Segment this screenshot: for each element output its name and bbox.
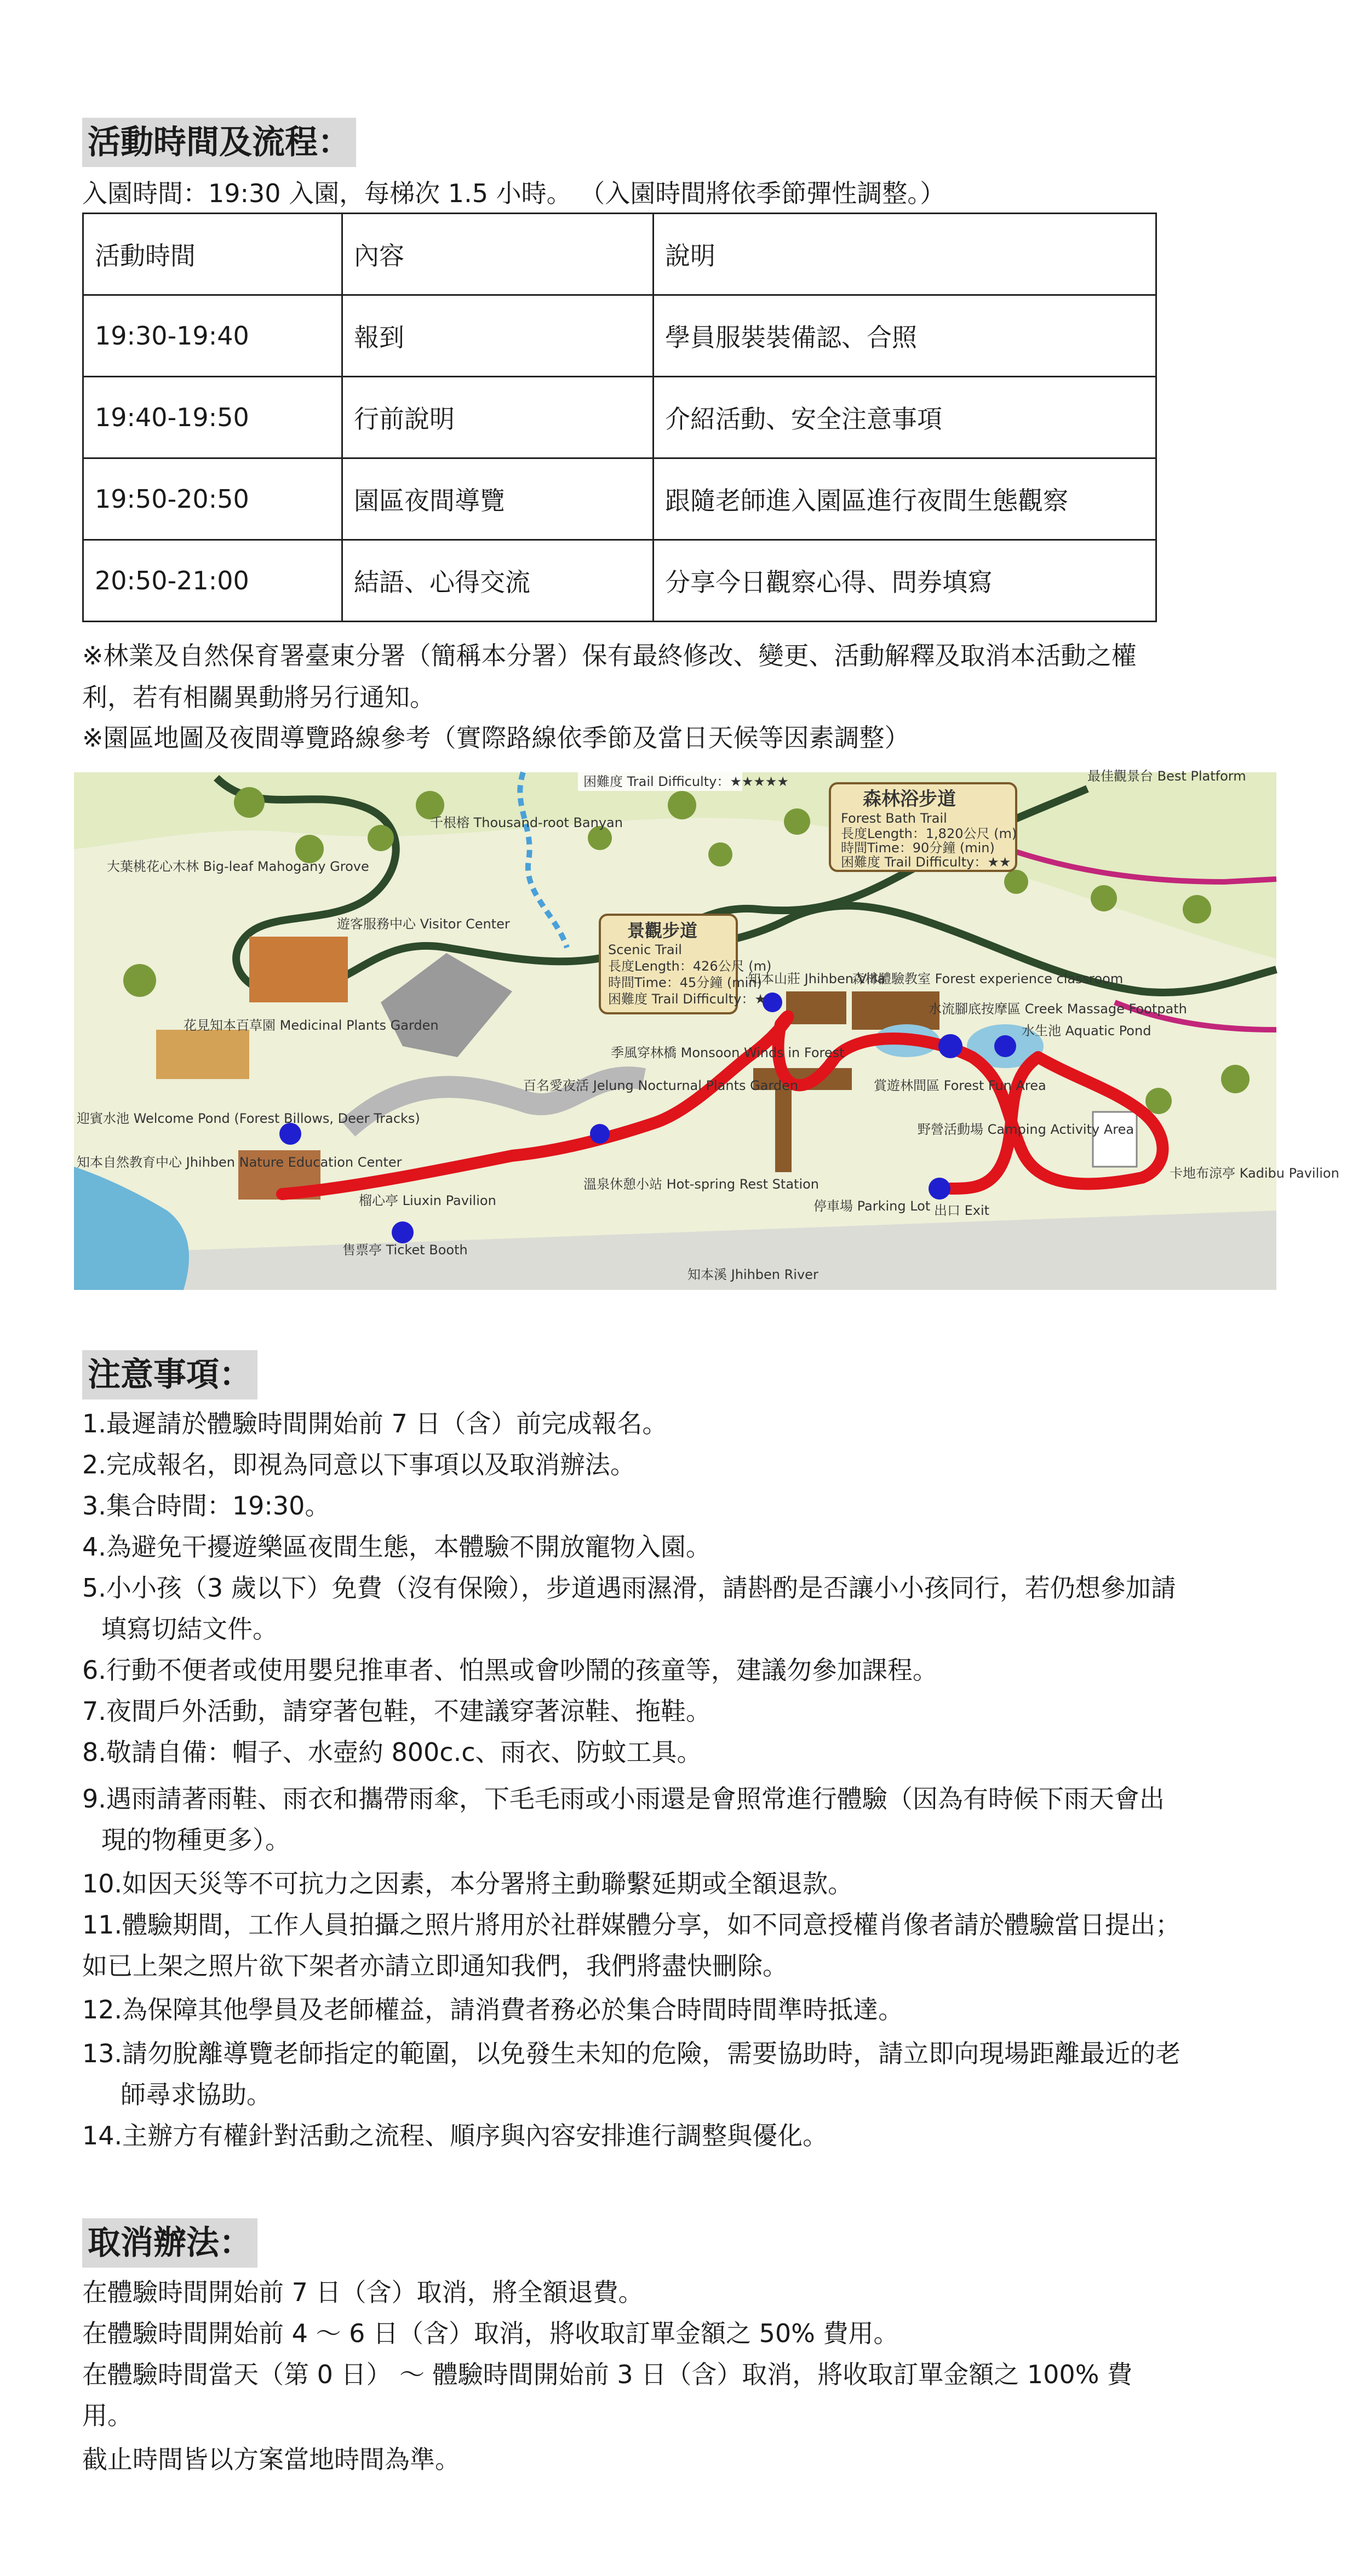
table-cell-description: 學員服裝裝備認、合照: [654, 295, 1156, 377]
map-label: 榴心亭 Liuxin Pavilion: [359, 1193, 496, 1208]
stop-marker: [392, 1221, 414, 1243]
map-label: 知本山莊 Jhihben Villa: [748, 971, 886, 986]
jhihben-villa: [786, 991, 846, 1024]
stop-marker: [929, 1178, 950, 1200]
map-label: 森林浴步道: [863, 788, 956, 810]
table-header-cell: 活動時間: [83, 214, 342, 295]
map-label: 最佳觀景台 Best Platform: [1087, 768, 1246, 784]
map-label: 知本溪 Jhihben River: [687, 1267, 818, 1282]
map-label: 困難度 Trail Difficulty：★: [608, 991, 766, 1007]
note-item: 5.小小孩（3 歲以下）免費（沒有保險），步道遇雨濕滑，請斟酌是否讓小小孩同行，若仍想參加請: [82, 1573, 1176, 1603]
map-label: 卡地布涼亭 Kadibu Pavilion: [1170, 1166, 1339, 1181]
note-item: 11.體驗期間，工作人員拍攝之照片將用於社群媒體分享，如不同意授權肖像者請於體驗當日提出；: [82, 1910, 1181, 1940]
note-item: 10.如因天災等不可抗力之因素，本分署將主動聯繫延期或全額退款。: [82, 1869, 853, 1898]
map-label: 大葉桃花心木林 Big-leaf Mahogany Grove: [107, 859, 369, 874]
table-header-cell: 說明: [654, 214, 1156, 295]
note-item: 8.敬請自備：帽子、水壺約 800c.c、雨衣、防蚊工具。: [82, 1737, 702, 1767]
note-item-cont: 師尋求協助。: [121, 2080, 272, 2109]
note-item-cont: 如已上架之照片欲下架者亦請立即通知我們，我們將盡快刪除。: [82, 1951, 788, 1981]
cancel-item: 在體驗時間開始前 7 日（含）取消，將全額退費。: [82, 2277, 644, 2307]
note-item: 3.集合時間：19:30。: [82, 1491, 330, 1521]
cancel-item: 截止時間皆以方案當地時間為準。: [82, 2445, 460, 2474]
map-label: 售票亭 Ticket Booth: [342, 1242, 468, 1258]
schedule-heading: 活動時間及流程：: [82, 118, 356, 167]
table-cell-time: 19:40-19:50: [83, 377, 342, 458]
garden-building: [156, 1030, 249, 1079]
map-label: 水生池 Aquatic Pond: [1022, 1023, 1151, 1039]
visitor-center-building: [249, 937, 348, 1002]
map-label: 百名愛夜活 Jelung Nocturnal Plants Garden: [523, 1078, 799, 1093]
map-label: 花見知本百草園 Medicinal Plants Garden: [184, 1018, 439, 1033]
stop-marker: [994, 1035, 1016, 1057]
table-cell-content: 報到: [342, 295, 654, 377]
map-label: 長度Length：426公尺 (m): [608, 959, 772, 974]
forest-classroom: [852, 991, 939, 1030]
map-label: 水流腳底按摩區 Creek Massage Footpath: [929, 1001, 1187, 1017]
note-item: 2.完成報名，即視為同意以下事項以及取消辦法。: [82, 1450, 635, 1479]
table-cell-time: 19:50-20:50: [83, 458, 342, 540]
map-label: 困難度 Trail Difficulty：★★★★★: [583, 774, 789, 789]
table-cell-time: 19:30-19:40: [83, 295, 342, 377]
map-label: 時間Time：90分鐘 (min): [841, 840, 995, 856]
map-label: Scenic Trail: [608, 942, 682, 957]
map-label: 野營活動場 Camping Activity Area: [918, 1122, 1134, 1137]
cancel-heading: 取消辦法：: [82, 2218, 257, 2268]
map-label: 迎賓水池 Welcome Pond (Forest Billows, Deer Tracks): [77, 1111, 420, 1126]
table-row: [83, 540, 1156, 622]
table-cell-time: 20:50-21:00: [83, 540, 342, 622]
note-item-cont: 填寫切結文件。: [101, 1614, 278, 1644]
boardwalk: [775, 1090, 792, 1172]
table-cell-content: 行前說明: [342, 377, 654, 458]
note-item: 4.為避免干擾遊樂區夜間生態，本體驗不開放寵物入園。: [82, 1532, 711, 1562]
table-cell-description: 跟隨老師進入園區進行夜間生態觀察: [654, 458, 1156, 540]
map-label: 時間Time：45分鐘 (min): [608, 975, 762, 990]
stop-marker: [279, 1123, 301, 1145]
table-cell-description: 介紹活動、安全注意事項: [654, 377, 1156, 458]
map-label: 賞遊林間區 Forest Fun Area: [874, 1078, 1046, 1093]
map-label: 遊客服務中心 Visitor Center: [337, 916, 510, 932]
notes-heading: 注意事項：: [82, 1350, 257, 1399]
table-cell-content: 園區夜間導覽: [342, 458, 654, 540]
remark-rights: ※林業及自然保育署臺東分署（簡稱本分署）保有最終修改、變更、活動解釋及取消本活動之權: [82, 641, 1137, 670]
table-cell-content: 結語、心得交流: [342, 540, 654, 622]
table-header-row: [83, 214, 1156, 295]
table-header-cell: 內容: [342, 214, 654, 295]
table-row: [83, 295, 1156, 377]
map-label: Forest Bath Trail: [841, 811, 947, 826]
table-row: [83, 458, 1156, 540]
note-item: 1.最遲請於體驗時間開始前 7 日（含）前完成報名。: [82, 1409, 668, 1438]
kadibu-pavilion: [1093, 1112, 1137, 1167]
note-item-cont: 現的物種更多）。: [101, 1825, 290, 1855]
note-item: 13.請勿脫離導覽老師指定的範圍，以免發生未知的危險，需要協助時，請立即向現場距離最近的老: [82, 2039, 1181, 2068]
note-item: 12.為保障其他學員及老師權益，請消費者務必於集合時間時間準時抵達。: [82, 1995, 904, 2024]
note-item: 6.行動不便者或使用嬰兒推車者、怕黑或會吵鬧的孩童等，建議勿參加課程。: [82, 1655, 938, 1685]
stop-marker: [938, 1034, 962, 1058]
map-label: 知本自然教育中心 Jhihben Nature Education Center: [77, 1155, 402, 1170]
cancel-item: 在體驗時間開始前 4 ～ 6 日（含）取消，將收取訂單金額之 50% 費用。: [82, 2319, 899, 2348]
table-row: [83, 377, 1156, 458]
entry-time-note: 入園時間：19:30 入園，每梯次 1.5 小時。 （入園時間將依季節彈性調整。）: [82, 179, 946, 208]
map-label: 景觀步道: [627, 920, 698, 941]
map-label: 森林體驗教室 Forest experience classroom: [852, 971, 1124, 986]
table-cell-description: 分享今日觀察心得、問券填寫: [654, 540, 1156, 622]
map-label: 季風穿林橋 Monsoon Winds in Forest: [611, 1045, 845, 1060]
schedule-table: [82, 213, 1157, 622]
park-route-map: [74, 768, 1339, 1290]
stop-marker: [590, 1124, 610, 1144]
remark-map: ※園區地圖及夜間導覽路線參考（實際路線依季節及當日天候等因素調整）: [82, 723, 910, 753]
note-item: 7.夜間戶外活動，請穿著包鞋，不建議穿著涼鞋、拖鞋。: [82, 1696, 711, 1726]
map-label: 出口 Exit: [934, 1203, 990, 1218]
remark-rights-cont: 利，若有相關異動將另行通知。: [82, 682, 435, 712]
map-label: 千根榕 Thousand-root Banyan: [430, 815, 623, 830]
note-item: 9.遇雨請著雨鞋、雨衣和攜帶雨傘，下毛毛雨或小雨還是會照常進行體驗（因為有時候下雨天會出: [82, 1784, 1165, 1814]
map-label: 長度Length：1,820公尺 (m): [841, 826, 1017, 841]
cancel-item: 在體驗時間當天（第 0 日） ～ 體驗時間開始前 3 日（含）取消，將收取訂單金額之 100% 費: [82, 2360, 1133, 2389]
cancel-item-cont: 用。: [82, 2401, 133, 2430]
map-label: 困難度 Trail Difficulty：★★: [841, 854, 1011, 870]
map-label: 停車場 Parking Lot: [813, 1198, 931, 1214]
map-label: 溫泉休憩小站 Hot-spring Rest Station: [583, 1177, 820, 1192]
note-item: 14.主辦方有權針對活動之流程、順序與內容安排進行調整與優化。: [82, 2121, 828, 2150]
